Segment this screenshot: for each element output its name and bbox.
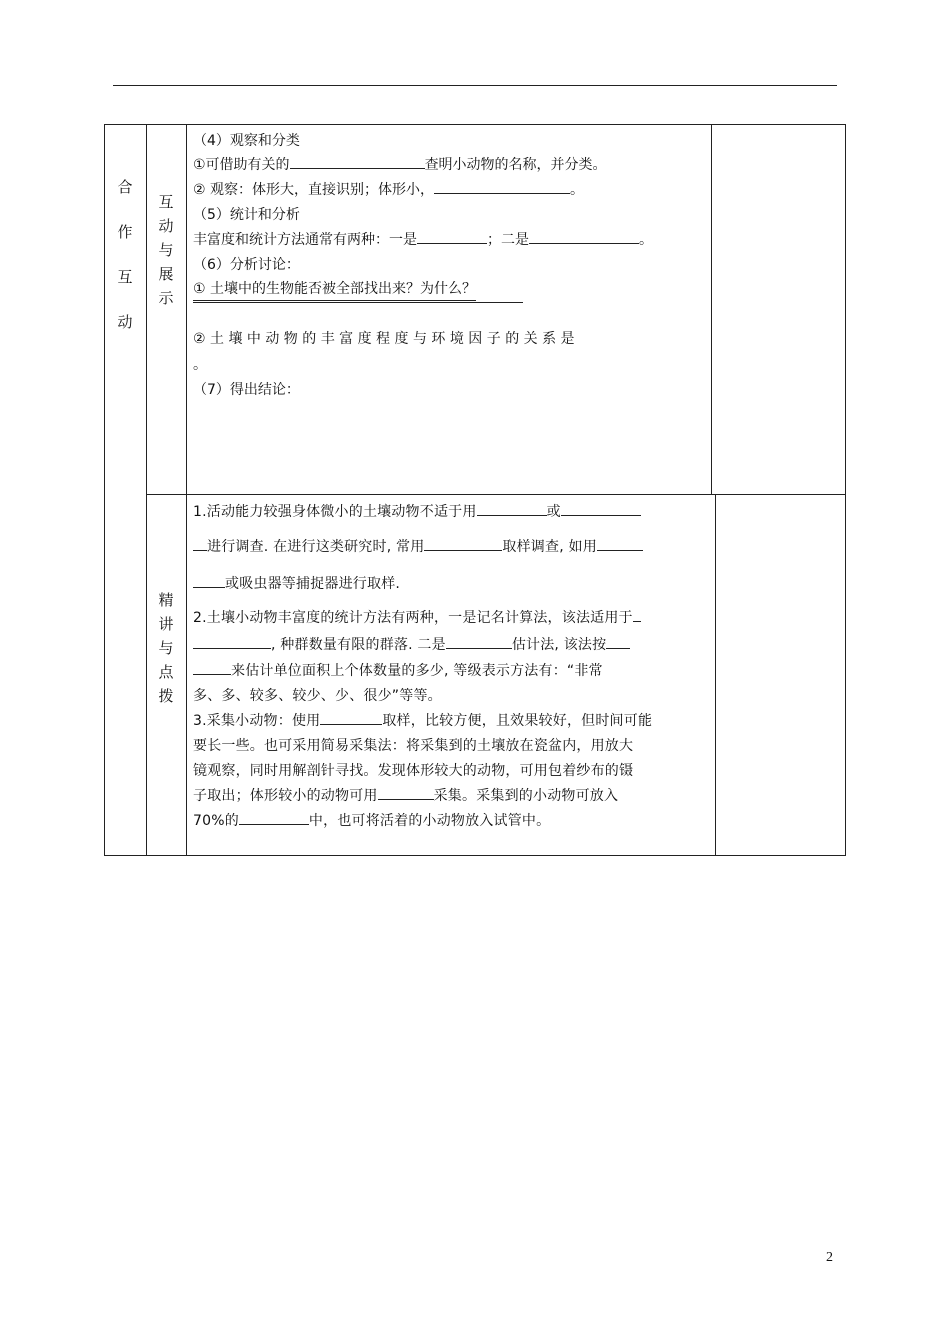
text: 进行调查. 在进行这类研究时, 常用 bbox=[207, 539, 425, 555]
text: 3.采集小动物：使用 bbox=[193, 713, 321, 729]
blank-field[interactable] bbox=[633, 607, 641, 622]
col-divider-1 bbox=[146, 124, 147, 855]
blank-field[interactable] bbox=[193, 660, 231, 675]
col-divider-3-lower bbox=[715, 494, 716, 855]
text: ；二是 bbox=[487, 232, 529, 248]
label-char: 动 bbox=[117, 313, 133, 331]
text: 70%的 bbox=[193, 813, 239, 829]
explain-p2-line4: 多、多、较多、较少、少、很少”等等。 bbox=[193, 688, 442, 704]
explain-cell bbox=[193, 498, 711, 852]
explain-p1-line3 bbox=[193, 573, 400, 593]
label-char: 合 bbox=[117, 178, 133, 196]
explain-p3-line4 bbox=[193, 785, 618, 805]
label-char: 拨 bbox=[158, 687, 174, 705]
blank-field[interactable] bbox=[193, 573, 225, 588]
section-label-explanation bbox=[153, 593, 179, 713]
text: 或 bbox=[546, 504, 561, 520]
heading-observe: （4）观察和分类 bbox=[193, 133, 300, 149]
label-char: 讲 bbox=[158, 615, 174, 633]
text: , 种群数量有限的群落. 二是 bbox=[271, 637, 446, 653]
label-char: 互 bbox=[117, 268, 133, 286]
label-char: 动 bbox=[158, 217, 174, 235]
explain-p3-line2: 要长一些。也可采用简易采集法：将采集到的土壤放在瓷盆内，用放大 bbox=[193, 738, 634, 754]
explain-p3-line3: 镜观察，同时用解剖针寻找。发现体形较大的动物，可用包着纱布的镊 bbox=[193, 763, 634, 779]
text: 查明小动物的名称，并分类。 bbox=[424, 157, 607, 173]
blank-field[interactable] bbox=[434, 179, 570, 194]
label-char: 与 bbox=[158, 241, 174, 259]
text: 取样调查, 如用 bbox=[502, 539, 597, 555]
text: 采集。采集到的小动物可放入 bbox=[433, 788, 619, 804]
explain-p3-line1 bbox=[193, 710, 652, 730]
text: 取样，比较方便，且效果较好，但时间可能 bbox=[382, 713, 653, 729]
observe-line-2 bbox=[193, 179, 584, 199]
discussion-q1: ① 土壤中的生物能否被全部找出来？为什么？ bbox=[193, 278, 476, 301]
table-left-border bbox=[104, 124, 105, 855]
heading-conclusion: （7）得出结论： bbox=[193, 382, 300, 398]
section-label-cooperation bbox=[112, 180, 138, 360]
label-char: 精 bbox=[158, 591, 174, 609]
label-char: 互 bbox=[158, 193, 174, 211]
col-divider-3-upper bbox=[711, 124, 712, 494]
heading-discussion: （6）分析讨论： bbox=[193, 257, 300, 273]
explain-p2-line2 bbox=[193, 634, 630, 654]
blank-field[interactable] bbox=[529, 229, 639, 244]
row-divider bbox=[146, 494, 846, 495]
blank-field[interactable] bbox=[424, 536, 502, 551]
stats-line bbox=[193, 229, 653, 249]
heading-stats: （5）统计和分析 bbox=[193, 207, 300, 223]
text: 。 bbox=[570, 182, 584, 198]
text: 估计法, 该法按 bbox=[511, 637, 607, 653]
text: 或吸虫器等捕捉器进行取样. bbox=[225, 576, 401, 592]
blank-field[interactable] bbox=[193, 536, 207, 551]
blank-field[interactable] bbox=[193, 634, 271, 649]
explain-p2-line3 bbox=[193, 660, 603, 680]
blank-field[interactable] bbox=[446, 634, 512, 649]
blank-field[interactable] bbox=[561, 501, 641, 516]
blank-field[interactable] bbox=[320, 710, 382, 725]
blank-field[interactable] bbox=[417, 229, 487, 244]
text: ② 观察：体形大，直接识别；体形小， bbox=[193, 182, 434, 198]
label-char: 展 bbox=[158, 265, 174, 283]
label-char: 示 bbox=[158, 289, 174, 307]
blank-field[interactable] bbox=[597, 536, 643, 551]
text: ①可借助有关的 bbox=[193, 157, 290, 173]
explain-p1-line1 bbox=[193, 501, 641, 521]
discussion-q2: ② 土 壤 中 动 物 的 丰 富 度 程 度 与 环 境 因 子 的 关 系 是 bbox=[193, 331, 575, 347]
observe-line-1 bbox=[193, 154, 607, 174]
label-char: 与 bbox=[158, 639, 174, 657]
col-divider-2 bbox=[186, 124, 187, 855]
discussion-q2-end: 。 bbox=[193, 357, 207, 373]
blank-field[interactable] bbox=[477, 501, 547, 516]
text: 来估计单位面积上个体数量的多少, 等级表示方法有：“非常 bbox=[231, 663, 603, 679]
table-right-border bbox=[845, 124, 846, 855]
text: 中，也可将活着的小动物放入试管中。 bbox=[308, 813, 551, 829]
blank-field[interactable] bbox=[378, 785, 434, 800]
answer-rule bbox=[193, 302, 523, 303]
explain-p3-line5 bbox=[193, 810, 550, 830]
blank-field[interactable] bbox=[239, 810, 309, 825]
blank-field[interactable] bbox=[290, 154, 425, 169]
explain-p1-line2 bbox=[193, 536, 643, 556]
text: 1.活动能力较强身体微小的土壤动物不适于用 bbox=[193, 504, 477, 520]
table-top-border bbox=[104, 124, 846, 125]
label-char: 点 bbox=[158, 663, 174, 681]
text: 丰富度和统计方法通常有两种：一是 bbox=[193, 232, 417, 248]
explain-p2-line1 bbox=[193, 607, 641, 627]
page-number: 2 bbox=[826, 1250, 833, 1265]
text: 子取出；体形较小的动物可用 bbox=[193, 788, 378, 804]
blank-field[interactable] bbox=[606, 634, 630, 649]
text: 。 bbox=[639, 232, 653, 248]
table-bottom-border bbox=[104, 855, 846, 856]
label-char: 作 bbox=[117, 223, 133, 241]
text: 2.土壤小动物丰富度的统计方法有两种，一是记名计算法，该法适用于 bbox=[193, 610, 633, 626]
section-label-interaction bbox=[153, 195, 179, 315]
show-cell bbox=[193, 128, 708, 492]
